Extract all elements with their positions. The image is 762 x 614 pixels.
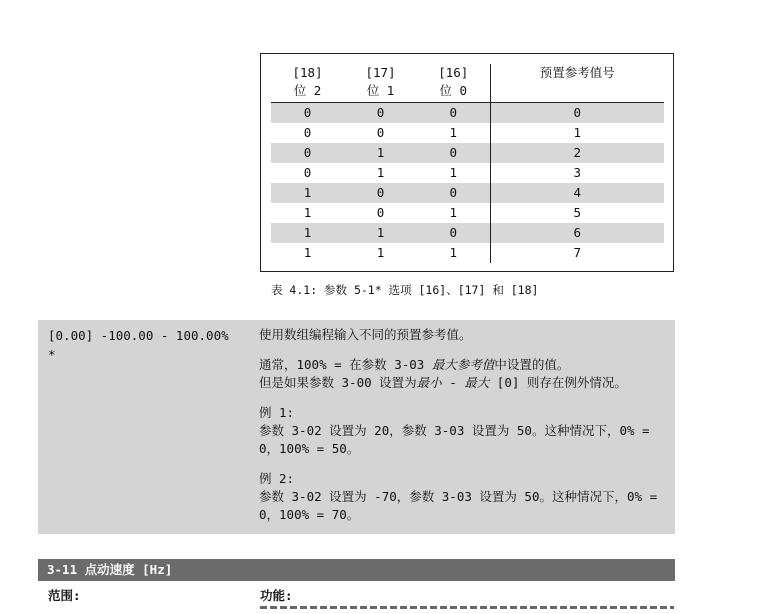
header-bit0: [16] 位 0 [438, 65, 469, 98]
table-row: 0 0 1 1 [271, 123, 664, 143]
default-marker: * [48, 347, 56, 362]
table-row: 1 1 1 7 [271, 243, 664, 263]
range-label: 范围: [48, 588, 81, 603]
table-row: 0 1 1 3 [271, 163, 664, 183]
cut-off-text-line [260, 606, 674, 609]
table-row: 1 0 0 4 [271, 183, 664, 203]
header-bit2: [18] 位 2 [292, 65, 323, 98]
table-row: 0 0 0 0 [271, 103, 664, 124]
example-1: 例 1: 参数 3-02 设置为 20，参数 3-03 设置为 50。这种情况下，0% = 0，100% = 50。 [259, 405, 650, 456]
header-preset-number: 预置参考值号 [490, 64, 664, 103]
parameter-function [259, 326, 673, 536]
table-row: 0 1 0 2 [271, 143, 664, 163]
table-caption: 表 4.1: 参数 5-1* 选项 [16]、[17] 和 [18] [271, 283, 539, 297]
parameter-header-3-11: 3-11 点动速度 [Hz] [38, 559, 675, 581]
preset-reference-table [271, 64, 664, 263]
function-intro: 使用数组编程输入不同的预置参考值。 [259, 327, 472, 342]
parameter-range [48, 326, 229, 364]
example-2: 例 2: 参数 3-02 设置为 -70，参数 3-03 设置为 50。这种情况下，0% = 0，100% = 70。 [259, 471, 658, 522]
table-header-row [271, 64, 664, 103]
range-value: [0.00] -100.00 - 100.00% [48, 328, 229, 343]
preset-reference-table-frame [260, 53, 674, 272]
table-row: 1 0 1 5 [271, 203, 664, 223]
function-label: 功能: [260, 588, 293, 603]
function-note: 通常，100% = 在参数 3-03 最大参考值中设置的值。 但是如果参数 3-00 设置为最小 - 最大 [0] 则存在例外情况。 [259, 357, 627, 390]
header-bit1: [17] 位 1 [365, 65, 396, 98]
table-row: 1 1 0 6 [271, 223, 664, 243]
parameter-description-block [38, 320, 675, 534]
